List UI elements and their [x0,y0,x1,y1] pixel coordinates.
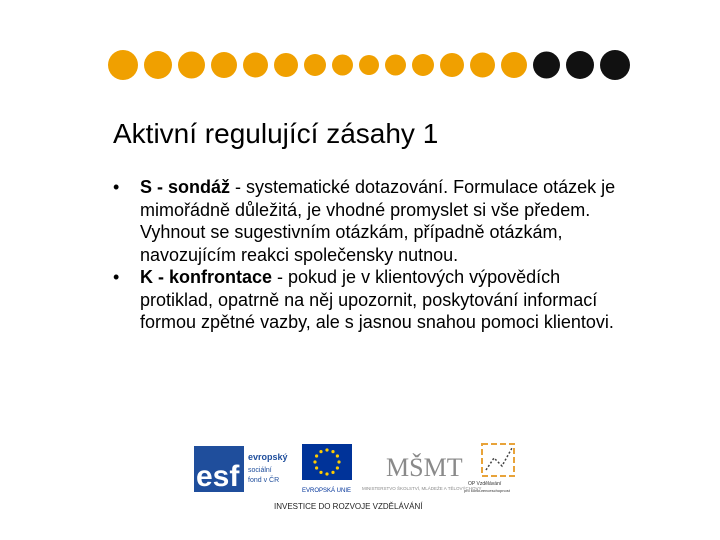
decorative-dot [385,55,406,76]
eu-flag-logo [302,444,352,494]
bullet-marker: • [113,267,120,287]
decorative-dot [178,52,205,79]
eu-star-icon [315,454,318,457]
decorative-dot [501,52,527,78]
decorative-dot [332,55,353,76]
esf-line-1: evropský [248,452,288,462]
eu-star-icon [319,450,322,453]
decorative-dot-row [0,0,720,100]
esf-word: esf [196,460,240,493]
decorative-dot [274,53,298,77]
eu-star-icon [331,450,334,453]
decorative-dot [144,51,172,79]
eu-caption: EVROPSKÁ UNIE [302,488,352,494]
eu-star-icon [319,471,322,474]
bullet-term: K - konfrontace [140,267,273,287]
decorative-dot [600,50,630,80]
logos-footer-text: INVESTICE DO ROZVOJE VZDĚLÁVÁNÍ [274,502,423,511]
eu-star-icon [325,472,328,475]
decorative-dot [440,53,464,77]
msmt-caption: MINISTERSTVO ŠKOLSTVÍ, MLÁDEŽE A TĚLOVÝCHOVY [362,486,482,491]
esf-line-2: sociální [248,467,272,474]
bullet-term: S - sondáž [140,177,231,197]
msmt-mark: MŠMT [386,453,463,482]
decorative-dot [533,52,560,79]
eu-star-icon [313,460,316,463]
esf-logo [194,446,288,493]
decorative-dot [412,54,434,76]
esf-line-3: fond v ČR [248,477,280,484]
bullet-list [113,176,623,334]
decorative-dot [566,51,594,79]
decorative-dot [108,50,138,80]
funding-logos-strip [190,436,530,516]
op-vk-caption-2: pro konkurenceschopnost [464,488,510,493]
bullet-text: - pokud je v klientových výpovědích protiklad, opatrně na něj upozornit, poskytování informací formou zpětné vazby, ale s jasnou snahou pomoci klientovi. [140,267,614,332]
op-vk-logo [464,444,514,493]
eu-star-icon [337,460,340,463]
op-vk-curve [486,448,512,470]
decorative-dot [211,52,237,78]
decorative-dot [470,53,495,78]
bullet-marker: • [113,177,120,197]
eu-star-icon [325,448,328,451]
bullet-text: - systematické dotazování. Formulace otázek je mimořádně důležitá, je vhodné promyslet si vše předem. Vyhnout se sugestivním otázkám, případně otázkám, navozujícím reakci společensky nutnou. [140,177,616,265]
slide-title: Aktivní regulující zásahy 1 [113,118,439,149]
op-vk-caption-1: OP Vzdělávání [468,481,502,487]
msmt-logo [362,453,481,491]
bullet-item-sondaz [113,176,623,266]
eu-star-icon [331,471,334,474]
decorative-dot [359,55,379,75]
decorative-dot [304,54,326,76]
eu-star-icon [315,466,318,469]
op-vk-frame [482,444,514,476]
decorative-dot [243,53,268,78]
bullet-item-konfrontace [113,266,623,334]
eu-star-icon [336,454,339,457]
eu-star-icon [336,466,339,469]
